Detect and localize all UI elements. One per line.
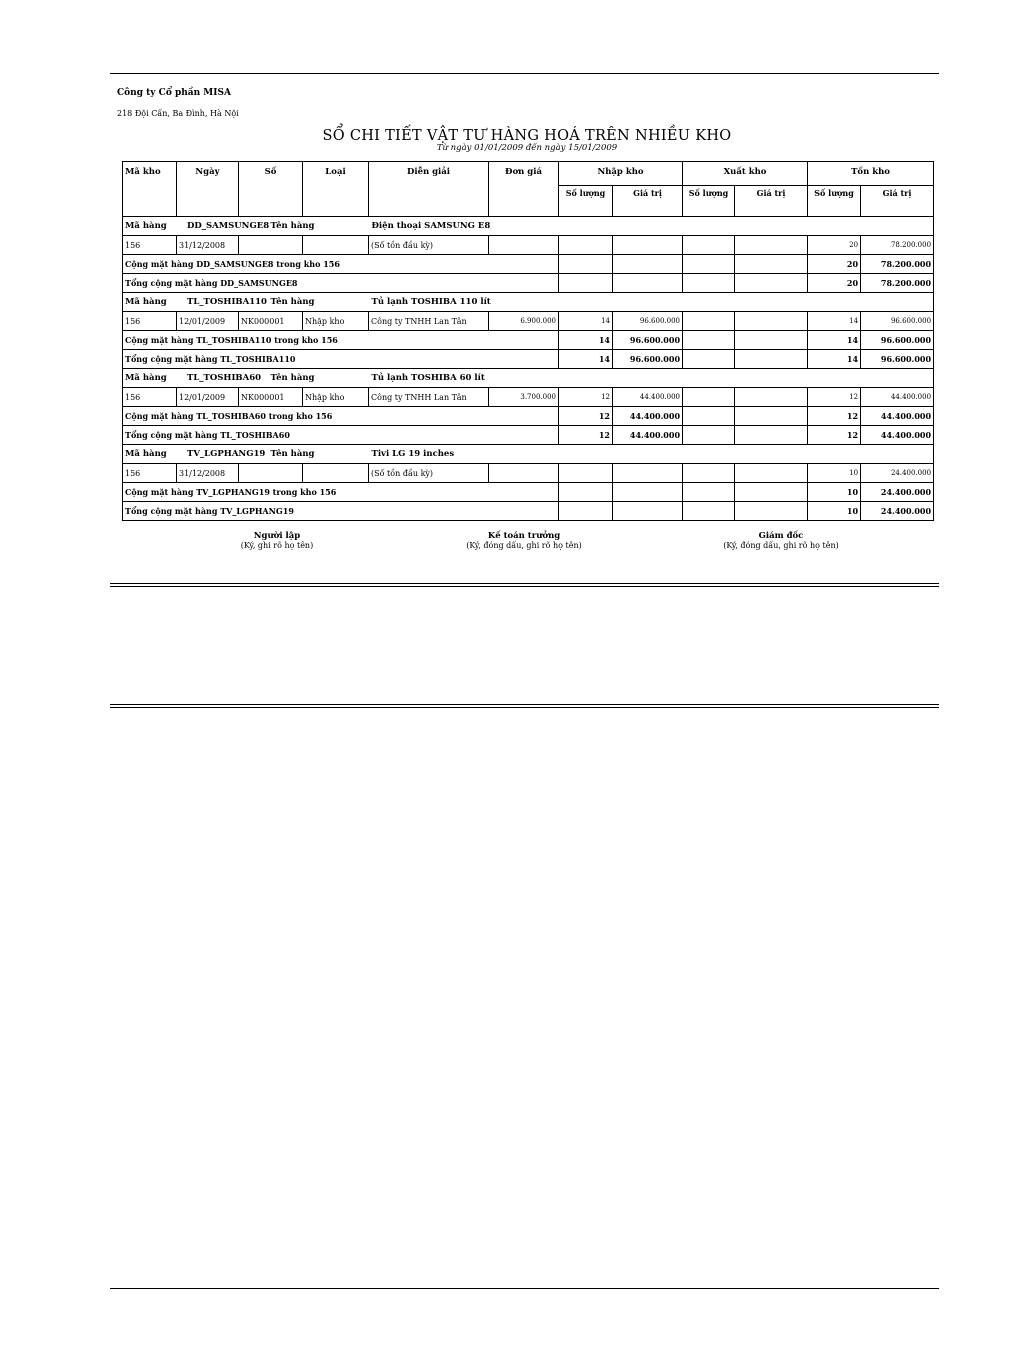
item-code-label: Mã hàng bbox=[125, 221, 167, 231]
cell-sl-nhap: 12 bbox=[559, 426, 613, 445]
cell-sl-nhap bbox=[559, 274, 613, 293]
cell-gt-ton: 96.600.000 bbox=[861, 331, 934, 350]
top-rule bbox=[110, 73, 939, 74]
cell-dien-giai: (Số tồn đầu kỳ) bbox=[369, 464, 489, 483]
col-dien-giai: Diễn giải bbox=[369, 162, 489, 217]
subtotal-row-label: Cộng mặt hàng DD_SAMSUNGE8 trong kho 156 bbox=[123, 255, 559, 274]
cell-sl-xuat bbox=[683, 255, 735, 274]
col-ngay: Ngày bbox=[177, 162, 239, 217]
cell-gt-ton: 96.600.000 bbox=[861, 350, 934, 369]
cell-dien-giai: Công ty TNHH Lan Tân bbox=[369, 312, 489, 331]
cell-gt-xuat bbox=[735, 502, 808, 521]
signature-title: Người lập bbox=[253, 531, 301, 541]
cell-sl-nhap bbox=[559, 483, 613, 502]
col-nhap-so-luong: Số lượng bbox=[559, 186, 613, 217]
cell-sl-nhap: 12 bbox=[559, 388, 613, 407]
cell-sl-xuat bbox=[683, 350, 735, 369]
cell-ngay: 31/12/2008 bbox=[177, 236, 239, 255]
item-name-label: Tên hàng bbox=[270, 221, 315, 231]
cell-gt-ton: 24.400.000 bbox=[861, 483, 934, 502]
cell-gt-xuat bbox=[735, 426, 808, 445]
cell-sl-xuat bbox=[683, 502, 735, 521]
cell-gt-ton: 78.200.000 bbox=[861, 255, 934, 274]
table-row bbox=[123, 236, 934, 255]
cell-sl-ton: 12 bbox=[808, 388, 861, 407]
cell-gt-nhap bbox=[613, 274, 683, 293]
cell-so bbox=[239, 236, 303, 255]
cell-gt-ton: 24.400.000 bbox=[861, 464, 934, 483]
item-name: Tủ lạnh TOSHIBA 110 lít bbox=[371, 297, 491, 307]
cell-sl-xuat bbox=[683, 464, 735, 483]
cell-gt-xuat bbox=[735, 388, 808, 407]
cell-gt-ton: 44.400.000 bbox=[861, 407, 934, 426]
item-name-label: Tên hàng bbox=[270, 449, 315, 459]
total-row-label: Tổng cộng mặt hàng TV_LGPHANG19 bbox=[123, 502, 559, 521]
cell-sl-nhap bbox=[559, 464, 613, 483]
signature-director bbox=[691, 531, 871, 550]
cell-gt-xuat bbox=[735, 331, 808, 350]
signature-chief-accountant bbox=[434, 531, 614, 550]
table-row bbox=[123, 312, 934, 331]
cell-gt-nhap bbox=[613, 464, 683, 483]
cell-so bbox=[239, 464, 303, 483]
cell-loai: Nhập kho bbox=[303, 388, 369, 407]
cell-don-gia bbox=[489, 236, 559, 255]
signature-note: (Ký, đóng dấu, ghi rõ họ tên) bbox=[723, 541, 839, 550]
col-so: Số bbox=[239, 162, 303, 217]
cell-dien-giai: Công ty TNHH Lan Tân bbox=[369, 388, 489, 407]
cell-don-gia: 6.900.000 bbox=[489, 312, 559, 331]
bottom-rule bbox=[110, 1288, 939, 1289]
company-name: Công ty Cổ phần MISA bbox=[117, 88, 231, 98]
subtotal-row-label: Cộng mặt hàng TV_LGPHANG19 trong kho 156 bbox=[123, 483, 559, 502]
cell-gt-nhap: 96.600.000 bbox=[613, 350, 683, 369]
table-row bbox=[123, 388, 934, 407]
item-code-cell bbox=[123, 293, 267, 312]
subtotal-row-label: Cộng mặt hàng TL_TOSHIBA110 trong kho 156 bbox=[123, 331, 559, 350]
item-header-row bbox=[123, 293, 934, 312]
cell-loai: Nhập kho bbox=[303, 312, 369, 331]
total-row-label: Tổng cộng mặt hàng TL_TOSHIBA110 bbox=[123, 350, 559, 369]
item-name: Điện thoại SAMSUNG E8 bbox=[371, 221, 491, 231]
cell-gt-nhap: 44.400.000 bbox=[613, 407, 683, 426]
item-code: TL_TOSHIBA110 bbox=[187, 297, 267, 307]
item-name-cell bbox=[369, 293, 934, 312]
item-name: Tủ lạnh TOSHIBA 60 lít bbox=[371, 373, 485, 383]
cell-don-gia bbox=[489, 464, 559, 483]
item-name-cell bbox=[369, 217, 934, 236]
cell-ma-kho: 156 bbox=[123, 464, 177, 483]
item-name-label: Tên hàng bbox=[270, 297, 315, 307]
inventory-ledger-table bbox=[122, 161, 934, 521]
subtotal-row bbox=[123, 255, 934, 274]
item-code: TL_TOSHIBA60 bbox=[187, 373, 262, 383]
cell-loai bbox=[303, 236, 369, 255]
cell-sl-ton: 14 bbox=[808, 350, 861, 369]
col-nhap-gia-tri: Giá trị bbox=[613, 186, 683, 217]
cell-gt-nhap bbox=[613, 236, 683, 255]
col-ton-so-luong: Số lượng bbox=[808, 186, 861, 217]
item-name-cell bbox=[369, 445, 934, 464]
item-code-cell bbox=[123, 217, 270, 236]
cell-gt-xuat bbox=[735, 350, 808, 369]
cell-sl-ton: 12 bbox=[808, 426, 861, 445]
cell-loai bbox=[303, 464, 369, 483]
cell-sl-nhap bbox=[559, 502, 613, 521]
cell-gt-nhap: 44.400.000 bbox=[613, 426, 683, 445]
cell-sl-xuat bbox=[683, 388, 735, 407]
item-header-row bbox=[123, 369, 934, 388]
cell-sl-xuat bbox=[683, 426, 735, 445]
total-row bbox=[123, 502, 934, 521]
total-row-label: Tổng cộng mặt hàng TL_TOSHIBA60 bbox=[123, 426, 559, 445]
cell-ma-kho: 156 bbox=[123, 388, 177, 407]
col-don-gia: Đơn giá bbox=[489, 162, 559, 217]
cell-sl-xuat bbox=[683, 312, 735, 331]
col-ton-kho: Tồn kho bbox=[808, 162, 934, 186]
signature-preparer bbox=[187, 531, 367, 550]
subtotal-row bbox=[123, 331, 934, 350]
item-header-row bbox=[123, 445, 934, 464]
cell-gt-ton: 24.400.000 bbox=[861, 502, 934, 521]
cell-ngay: 31/12/2008 bbox=[177, 464, 239, 483]
signature-note: (Ký, đóng dấu, ghi rõ họ tên) bbox=[466, 541, 582, 550]
cell-sl-xuat bbox=[683, 407, 735, 426]
cell-gt-ton: 78.200.000 bbox=[861, 274, 934, 293]
cell-sl-ton: 10 bbox=[808, 464, 861, 483]
total-row bbox=[123, 426, 934, 445]
cell-sl-ton: 20 bbox=[808, 255, 861, 274]
report-title: SỔ CHI TIẾT VẬT TƯ HÀNG HOÁ TRÊN NHIỀU KHO bbox=[322, 128, 732, 144]
col-xuat-gia-tri: Giá trị bbox=[735, 186, 808, 217]
cell-sl-ton: 20 bbox=[808, 274, 861, 293]
report-date-range: Từ ngày 01/01/2009 đến ngày 15/01/2009 bbox=[436, 143, 618, 153]
cell-sl-nhap: 12 bbox=[559, 407, 613, 426]
item-code-cell bbox=[123, 445, 266, 464]
cell-sl-ton: 14 bbox=[808, 331, 861, 350]
item-name-cell bbox=[369, 369, 934, 388]
cell-sl-ton: 10 bbox=[808, 483, 861, 502]
col-xuat-kho: Xuất kho bbox=[683, 162, 808, 186]
cell-gt-ton: 44.400.000 bbox=[861, 388, 934, 407]
col-xuat-so-luong: Số lượng bbox=[683, 186, 735, 217]
total-row bbox=[123, 350, 934, 369]
cell-gt-xuat bbox=[735, 274, 808, 293]
subtotal-row bbox=[123, 483, 934, 502]
cell-gt-xuat bbox=[735, 407, 808, 426]
cell-gt-nhap bbox=[613, 255, 683, 274]
signature-title: Kế toán trưởng bbox=[487, 531, 561, 541]
cell-sl-xuat bbox=[683, 331, 735, 350]
cell-sl-nhap bbox=[559, 255, 613, 274]
cell-sl-ton: 10 bbox=[808, 502, 861, 521]
cell-sl-nhap: 14 bbox=[559, 350, 613, 369]
item-code-label: Mã hàng bbox=[125, 373, 167, 383]
item-name-label: Tên hàng bbox=[270, 373, 315, 383]
cell-gt-nhap bbox=[613, 483, 683, 502]
col-ton-gia-tri: Giá trị bbox=[861, 186, 934, 217]
cell-sl-ton: 12 bbox=[808, 407, 861, 426]
cell-ma-kho: 156 bbox=[123, 236, 177, 255]
col-loai: Loại bbox=[303, 162, 369, 217]
total-row bbox=[123, 274, 934, 293]
cell-gt-ton: 44.400.000 bbox=[861, 426, 934, 445]
company-address: 218 Đội Cấn, Ba Đình, Hà Nội bbox=[117, 109, 239, 118]
section-rule-1 bbox=[110, 583, 939, 587]
table-row bbox=[123, 464, 934, 483]
col-nhap-kho: Nhập kho bbox=[559, 162, 683, 186]
cell-gt-xuat bbox=[735, 483, 808, 502]
cell-gt-xuat bbox=[735, 464, 808, 483]
cell-ma-kho: 156 bbox=[123, 312, 177, 331]
col-ma-kho: Mã kho bbox=[123, 162, 177, 217]
header-row-main bbox=[123, 162, 934, 186]
cell-gt-ton: 96.600.000 bbox=[861, 312, 934, 331]
cell-ngay: 12/01/2009 bbox=[177, 312, 239, 331]
item-code: TV_LGPHANG19 bbox=[187, 449, 266, 459]
cell-dien-giai: (Số tồn đầu kỳ) bbox=[369, 236, 489, 255]
item-name: Tivi LG 19 inches bbox=[371, 449, 455, 459]
item-code-cell bbox=[123, 369, 262, 388]
cell-sl-nhap: 14 bbox=[559, 312, 613, 331]
signature-title: Giám đốc bbox=[758, 531, 804, 541]
subtotal-row bbox=[123, 407, 934, 426]
cell-ngay: 12/01/2009 bbox=[177, 388, 239, 407]
section-rule-2 bbox=[110, 704, 939, 708]
cell-so: NK000001 bbox=[239, 388, 303, 407]
cell-sl-ton: 20 bbox=[808, 236, 861, 255]
cell-sl-nhap bbox=[559, 236, 613, 255]
total-row-label: Tổng cộng mặt hàng DD_SAMSUNGE8 bbox=[123, 274, 559, 293]
cell-don-gia: 3.700.000 bbox=[489, 388, 559, 407]
cell-gt-ton: 78.200.000 bbox=[861, 236, 934, 255]
cell-gt-nhap: 96.600.000 bbox=[613, 312, 683, 331]
cell-gt-xuat bbox=[735, 255, 808, 274]
cell-gt-nhap: 44.400.000 bbox=[613, 388, 683, 407]
cell-gt-xuat bbox=[735, 236, 808, 255]
cell-gt-nhap bbox=[613, 502, 683, 521]
cell-sl-nhap: 14 bbox=[559, 331, 613, 350]
cell-so: NK000001 bbox=[239, 312, 303, 331]
item-header-row bbox=[123, 217, 934, 236]
signature-note: (Ký, ghi rõ họ tên) bbox=[240, 541, 314, 550]
subtotal-row-label: Cộng mặt hàng TL_TOSHIBA60 trong kho 156 bbox=[123, 407, 559, 426]
cell-sl-xuat bbox=[683, 274, 735, 293]
cell-sl-xuat bbox=[683, 483, 735, 502]
cell-gt-nhap: 96.600.000 bbox=[613, 331, 683, 350]
item-code: DD_SAMSUNGE8 bbox=[187, 221, 270, 231]
cell-sl-xuat bbox=[683, 236, 735, 255]
item-code-label: Mã hàng bbox=[125, 449, 167, 459]
cell-sl-ton: 14 bbox=[808, 312, 861, 331]
cell-gt-xuat bbox=[735, 312, 808, 331]
item-code-label: Mã hàng bbox=[125, 297, 167, 307]
